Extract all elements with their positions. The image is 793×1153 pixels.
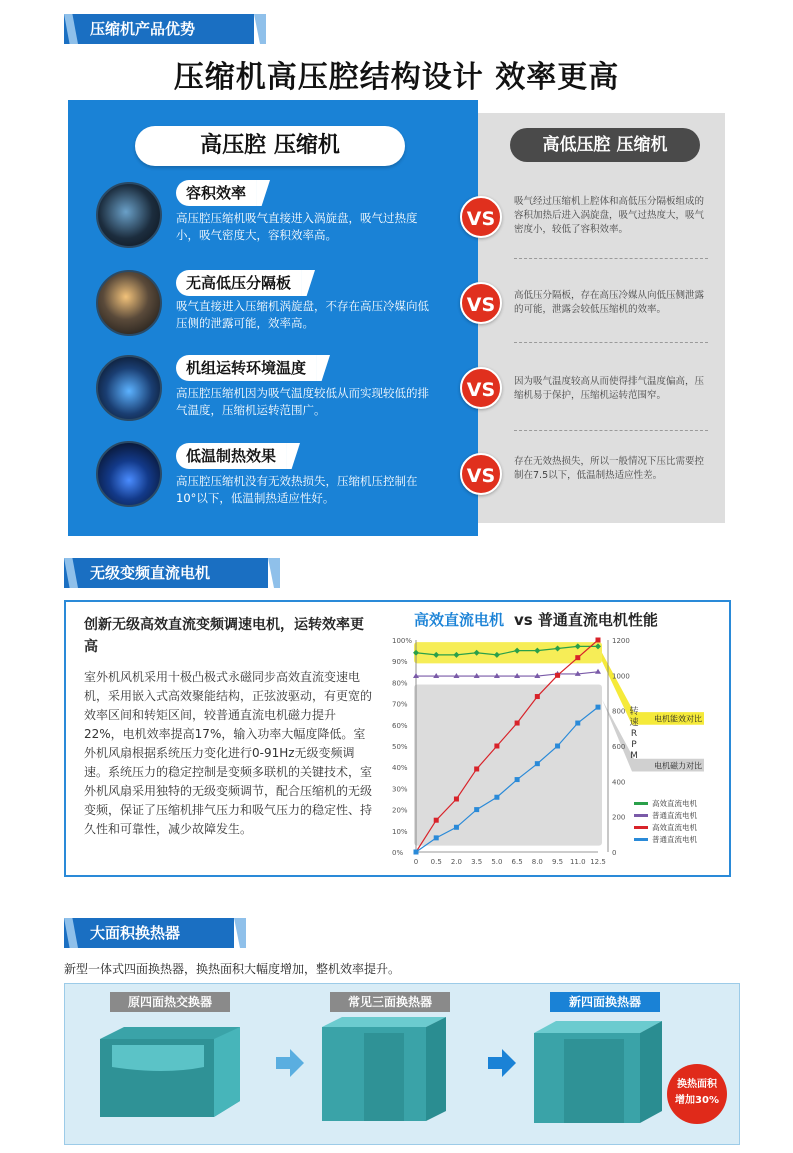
series-point-3 [454, 825, 459, 830]
y-right-tick-label: 1200 [612, 637, 630, 645]
series-point-3 [596, 705, 601, 710]
legend-swatch-3 [634, 838, 648, 841]
section-tab-compressor: 压缩机产品优势 [64, 14, 254, 44]
x-tick-label: 2.0 [450, 858, 463, 866]
y-right-tick-label: 800 [612, 707, 626, 716]
section-tab-dc-motor: 无级变频直流电机 [64, 558, 268, 588]
chart-svg [386, 606, 726, 874]
high-pressure-header: 高压腔 压缩机 [135, 126, 405, 166]
scroll-compressor-image [96, 182, 162, 248]
legend-label-3: 普通直流电机 [652, 835, 697, 844]
high-low-pressure-header: 高低压腔 压缩机 [510, 128, 700, 162]
force-highlight-band [414, 685, 602, 846]
section-tab-heat-exchanger: 大面积换热器 [64, 918, 234, 948]
x-tick-label: 9.5 [551, 858, 564, 866]
three-side-exchanger-icon [322, 1017, 446, 1121]
compressor-temperature-image [96, 355, 162, 421]
heat-exchanger-intro: 新型一体式四面换热器，换热面积大幅度增加，整机效率提升。 [64, 962, 401, 976]
series-point-3 [434, 835, 439, 840]
series-point-3 [515, 777, 520, 782]
y-left-tick-label: 70% [392, 700, 408, 709]
vs-badge: VS [460, 453, 502, 495]
y-left-tick-label: 10% [392, 827, 408, 836]
divider [514, 258, 708, 259]
y-left-tick-label: 20% [392, 806, 408, 815]
divider [514, 342, 708, 343]
y-right-tick-label: 1000 [612, 672, 630, 681]
y-right-axis-label-char: 转 [629, 707, 639, 717]
compare-desc-low-temp-heating: 存在无效热损失，所以一般情况下压比需要控制在7.5以下，低温制热适应性差。 [514, 456, 705, 481]
series-point-3 [555, 744, 560, 749]
x-tick-label: 0.5 [430, 858, 442, 866]
area-increase-badge [667, 1064, 727, 1124]
x-tick-label: 5.0 [491, 858, 503, 866]
compressor-cutaway-image [96, 270, 162, 336]
y-right-axis-label-char: M [630, 751, 638, 761]
y-left-tick-label: 60% [392, 721, 408, 730]
compare-desc-no-separator: 高低压分隔板，存在高压冷媒从向低压侧泄露的可能，泄露会较低压缩机的效率。 [514, 290, 705, 315]
vs-badge: VS [460, 196, 502, 238]
arrow-right-icon [488, 1049, 516, 1077]
y-right-tick-label: 400 [612, 778, 626, 787]
heat-exchanger-diagram [64, 983, 740, 1145]
badge-line-1: 换热面积 [677, 1079, 717, 1090]
x-tick-label: 11.0 [569, 858, 586, 866]
feature-label-volumetric: 容积效率 [176, 180, 256, 206]
y-left-tick-label: 50% [392, 743, 408, 751]
efficiency-callout-label: 电机能效对比 [654, 714, 702, 724]
badge-line-2: 增加30% [675, 1095, 719, 1106]
force-callout-label: 电机磁力对比 [654, 761, 702, 771]
x-tick-label: 12.5 [590, 858, 606, 866]
y-right-axis-label-char: R [630, 729, 638, 739]
y-right-tick-label: 600 [612, 743, 626, 751]
chart-title-highlight: 高效直流电机 [414, 611, 505, 629]
series-point-2 [434, 818, 439, 823]
motor-performance-chart [386, 606, 726, 874]
series-point-2 [474, 766, 479, 771]
feature-label-low-temp-heating: 低温制热效果 [176, 443, 286, 469]
series-point-2 [515, 721, 520, 726]
chart-title-rest: vs 普通直流电机性能 [514, 611, 658, 629]
series-point-2 [535, 694, 540, 699]
y-right-axis-label-char: 速 [629, 718, 639, 728]
feature-label-no-separator: 无高低压分隔板 [176, 270, 301, 296]
series-point-3 [474, 807, 479, 812]
series-point-2 [575, 655, 580, 660]
x-tick-label: 0 [413, 858, 419, 866]
series-point-2 [494, 744, 499, 749]
low-temp-heating-image [96, 441, 162, 507]
x-tick-label: 3.5 [471, 858, 483, 866]
motor-headline: 创新无级高效直流变频调速电机，运转效率更高 [84, 617, 364, 655]
y-left-tick-label: 0% [392, 849, 404, 857]
series-point-3 [535, 761, 540, 766]
legend-swatch-2 [634, 826, 648, 829]
feature-desc-volumetric: 高压腔压缩机吸气直接进入涡旋盘，吸气过热度小，吸气密度大，容积效率高。 [176, 211, 418, 242]
x-tick-label: 8.0 [531, 858, 543, 866]
series-point-3 [494, 795, 499, 800]
legend-swatch-0 [634, 802, 648, 805]
series-point-1 [595, 669, 601, 674]
new-exchanger-icon [534, 1021, 662, 1123]
divider [514, 430, 708, 431]
x-tick-label: 6.5 [511, 858, 523, 866]
feature-label-ambient-temp: 机组运转环境温度 [176, 355, 316, 381]
series-point-2 [596, 638, 601, 643]
series-line-1 [416, 672, 598, 676]
original-exchanger-icon [100, 1027, 240, 1117]
page-title: 压缩机高压腔结构设计 效率更高 [173, 60, 620, 95]
legend-swatch-1 [634, 814, 648, 817]
legend-label-2: 高效直流电机 [652, 823, 697, 832]
legend-label-1: 普通直流电机 [652, 811, 697, 820]
y-left-tick-label: 40% [392, 764, 408, 773]
y-right-axis-label-char: P [631, 740, 637, 750]
arrow-right-icon [276, 1049, 304, 1077]
label-new-four-side: 新四面换热器 [550, 992, 660, 1012]
compare-desc-ambient-temp: 因为吸气温度较高从而使得排气温度偏高，压缩机易于保护，压缩机运转范围窄。 [514, 376, 705, 401]
y-left-tick-label: 100% [392, 637, 413, 645]
feature-desc-ambient-temp: 高压腔压缩机因为吸气温度较低从而实现较低的排气温度，压缩机运转范围广。 [176, 386, 429, 417]
vs-badge: VS [460, 367, 502, 409]
y-left-tick-label: 80% [392, 679, 408, 688]
series-point-2 [555, 673, 560, 678]
series-point-3 [575, 721, 580, 726]
y-right-tick-label: 200 [612, 813, 626, 822]
series-point-2 [454, 797, 459, 802]
compare-desc-volumetric: 吸气经过压缩机上腔体和高低压分隔板组成的容积加热后进入涡旋盘，吸气过热度大，吸气密度小，较低了容积效率。 [514, 196, 705, 235]
series-point-3 [414, 850, 419, 855]
y-left-tick-label: 30% [392, 785, 408, 794]
feature-desc-no-separator: 吸气直接进入压缩机涡旋盘，不存在高压冷媒向低压侧的泄露可能，效率高。 [176, 299, 429, 330]
motor-body-text: 室外机风机采用十极凸极式永磁同步高效直流变速电机，采用嵌入式高效聚能结构，正弦波驱动，有更宽的效率区间和转矩区间，较普通直流电机磁力提升22%，电机效率提高17%，输入功率大幅度降低。室外机风扇根据系统压力变化进行0-91Hz无级变频调速。系统压力的稳定控制是变频多联机的关键技术，室外机风扇采用独特的无级变频调节，配合压缩机的无级变频，保证了压缩机排气压力和吸气压力的稳定性、持久性和可靠性，减少故障发生。 [84, 670, 373, 836]
y-left-tick-label: 90% [392, 658, 408, 667]
label-common-three-side: 常见三面换热器 [330, 992, 450, 1012]
label-original-four-side: 原四面热交换器 [110, 992, 230, 1012]
legend-label-0: 高效直流电机 [652, 799, 697, 808]
y-right-tick-label: 0 [612, 849, 617, 857]
vs-badge: VS [460, 282, 502, 324]
feature-desc-low-temp-heating: 高压腔压缩机没有无效热损失，压缩机压控制在10°以下，低温制热适应性好。 [176, 474, 418, 505]
